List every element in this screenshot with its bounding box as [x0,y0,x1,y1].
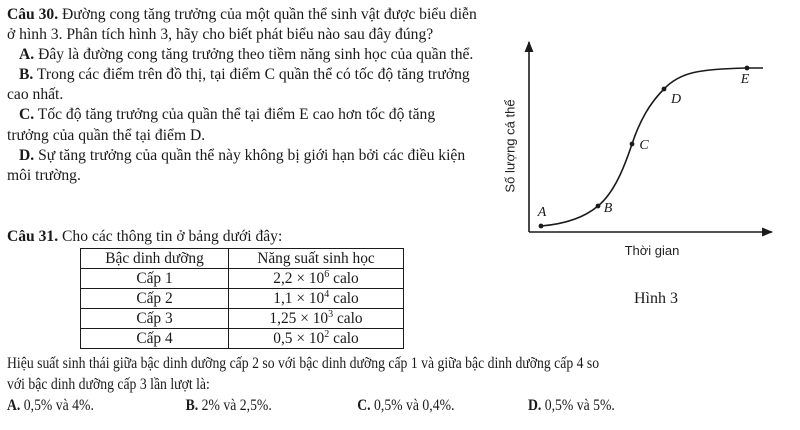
question-31-label: Câu 31. [7,228,59,245]
option-text: Sự tăng trưởng của quần thể này không bị giới hạn bởi các điều kiện môi trường. [7,146,466,184]
question-31-text-line1: Hiệu suất sinh thái giữa bậc dinh dưỡng cấp 2 so với bậc dinh dưỡng cấp 1 và giữa bậc dinh dưỡng cấp 4 so [7,355,600,372]
productivity-table [80,248,404,349]
question-30 [7,5,477,186]
point-label-e: E [740,72,750,87]
question-30-stem [7,5,477,45]
x-axis-label: Thời gian [624,243,680,258]
point-a [539,224,544,229]
table-cell-productivity: $1,1 \times 10^4$ calo [229,289,404,309]
option-key: D. [19,146,35,164]
point-b [596,204,601,209]
figure-caption: Hình 3 [634,290,678,307]
table-cell-level: Cấp 2 [81,289,229,309]
question-31-body [7,353,711,416]
table-row [81,289,404,309]
option-key: A. [19,46,35,64]
table-cell-level: Cấp 4 [81,329,229,349]
table-header-row [81,249,404,269]
point-label-d: D [670,92,682,107]
table-cell-productivity: $2,2 \times 10^6$ calo [229,269,404,289]
point-label-b: B [603,201,613,216]
table-header-level: Bậc dinh dưỡng [81,249,229,269]
option-text: Đây là đường cong tăng trưởng theo tiềm năng sinh học của quần thể. [34,46,474,64]
table-cell-level: Cấp 3 [81,309,229,329]
y-axis-label: Số lượng cá thể [502,99,518,193]
question-30-option-b [7,65,477,105]
question-31-intro [7,227,282,247]
point-d [662,87,667,92]
question-30-option-d [7,146,477,186]
table-cell-productivity: $0,5 \times 10^2$ calo [229,329,404,349]
answer-d: D. 0,5% và 5%. [527,397,615,414]
table-cell-productivity: $1,25 \times 10^3$ calo [229,309,404,329]
option-text: Trong các điểm trên đồ thị, tại điểm C quần thể có tốc độ tăng trưởng cao nhất. [7,66,470,104]
answer-a: A. 0,5% và 4%. [7,397,94,414]
question-30-stem-text: Đường cong tăng trưởng của một quần thể sinh vật được biểu diễn ở hình 3. Phân tích hình 3, hãy cho biết phát biểu nào sau đây đúng? [7,6,477,44]
answer-c: C. 0,5% và 0,4%. [357,397,455,414]
option-key: B. [19,66,34,84]
growth-curve [541,68,763,226]
point-c [630,142,635,147]
question-31-intro-text: Cho các thông tin ở bảng dưới đây: [58,228,283,245]
point-e [745,66,750,71]
table-row [81,329,404,349]
answer-b: B. 2% và 2,5%. [185,397,272,414]
option-text: Tốc độ tăng trưởng của quần thể tại điểm E cao hơn tốc độ tăng trưởng của quần thể tại điểm D. [7,106,436,144]
table-cell-level: Cấp 1 [81,269,229,289]
question-30-option-a [7,45,477,65]
table-row [81,269,404,289]
question-30-label: Câu 30. [7,6,59,23]
table-row [81,309,404,329]
point-label-c: C [639,138,649,153]
question-31-text-line2: với bậc dinh dưỡng cấp 3 lần lượt là: [7,376,210,393]
question-31-answers [7,395,711,416]
point-label-a: A [537,205,547,220]
table-header-productivity: Năng suất sinh học [229,249,404,269]
question-30-option-c [7,105,477,145]
option-key: C. [19,106,35,124]
